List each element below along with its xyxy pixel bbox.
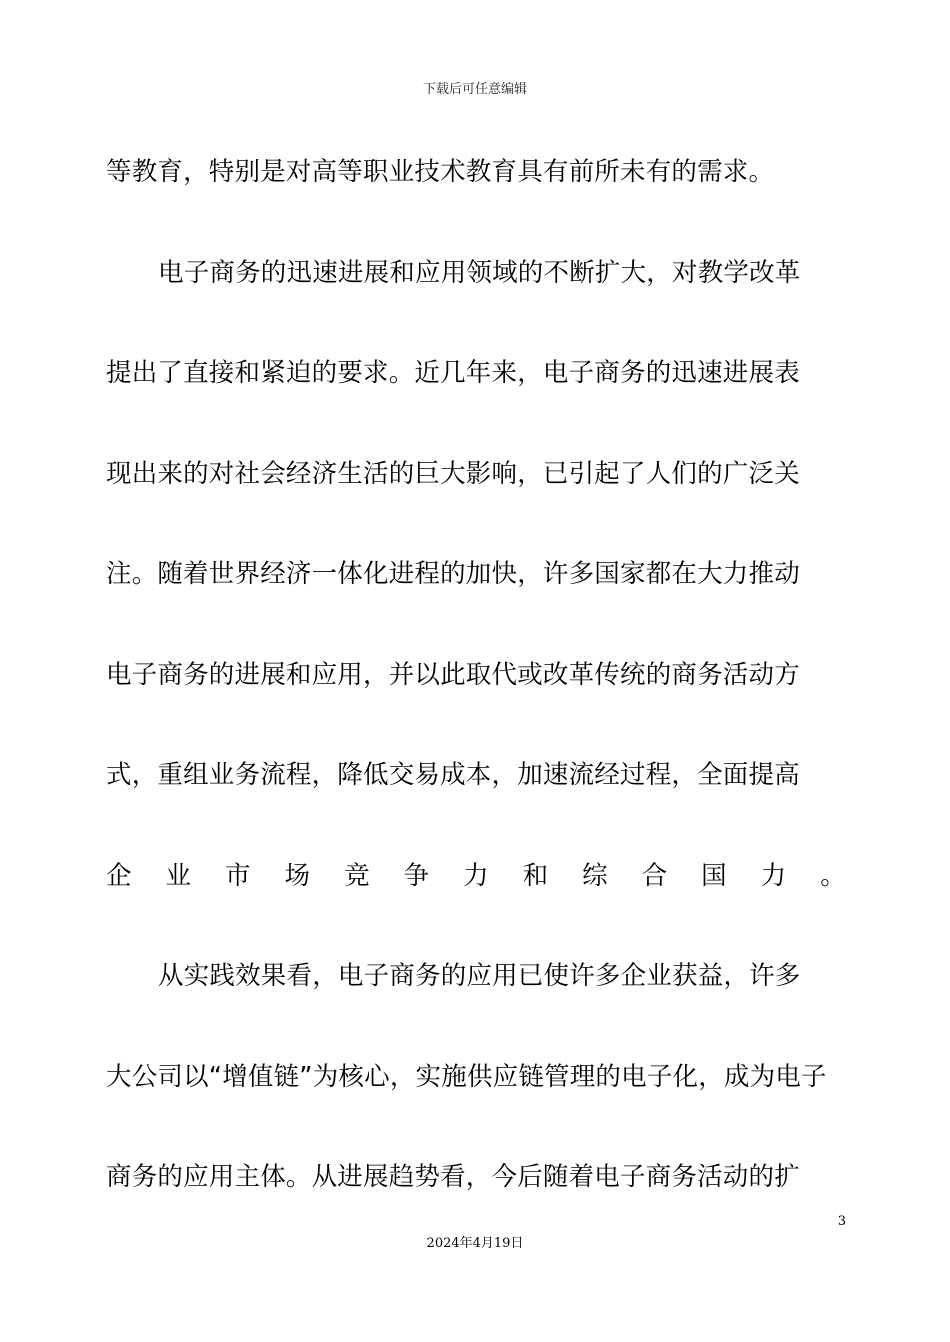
text-line: 现出来的对社会经济生活的巨大影响，已引起了人们的广泛关: [106, 458, 800, 489]
page-number: 3: [837, 1214, 846, 1229]
justified-char: 企: [106, 860, 132, 891]
text-line: 电子商务的迅速进展和应用领域的不断扩大，对教学改革: [158, 257, 801, 288]
justified-char: 力: [760, 860, 787, 891]
text-line: 大公司以“增值链”为核心，实施供应链管理的电子化，成为电子: [106, 1061, 827, 1092]
text-line: 提出了直接和紧迫的要求。近几年来，电子商务的迅速进展表: [106, 358, 800, 388]
text-line: 电子商务的进展和应用，并以此取代或改革传统的商务活动方: [106, 659, 800, 690]
justified-char: 力: [463, 860, 489, 891]
justified-char: 市: [225, 860, 251, 891]
page-header: 下载后可任意编辑: [422, 82, 527, 97]
text-line-justified: [106, 846, 846, 947]
justified-char: 国: [701, 860, 727, 891]
text-line: 式，重组业务流程，降低交易成本，加速流经过程，全面提高: [106, 760, 800, 790]
justified-char: 综: [582, 860, 608, 891]
justified-char: 合: [641, 860, 668, 891]
justified-char: 争: [403, 860, 430, 891]
text-line: 商务的应用主体。从进展趋势看，今后随着电子商务活动的扩: [106, 1162, 800, 1192]
text-line: 从实践效果看，电子商务的应用已使许多企业获益，许多: [158, 961, 801, 991]
text-line: 注。随着世界经济一体化进程的加快，许多国家都在大力推动: [106, 559, 800, 589]
justified-char: 。: [820, 860, 846, 891]
justified-char: 和: [522, 860, 549, 891]
justified-char: 业: [165, 860, 192, 891]
justified-char: 竞: [344, 860, 370, 891]
document-body: [106, 142, 846, 1248]
justified-char: 场: [284, 860, 311, 891]
footer-date: 2024年4月19日: [426, 1236, 524, 1251]
text-line: 等教育，特别是对高等职业技术教育具有前所未有的需求。: [106, 157, 775, 187]
